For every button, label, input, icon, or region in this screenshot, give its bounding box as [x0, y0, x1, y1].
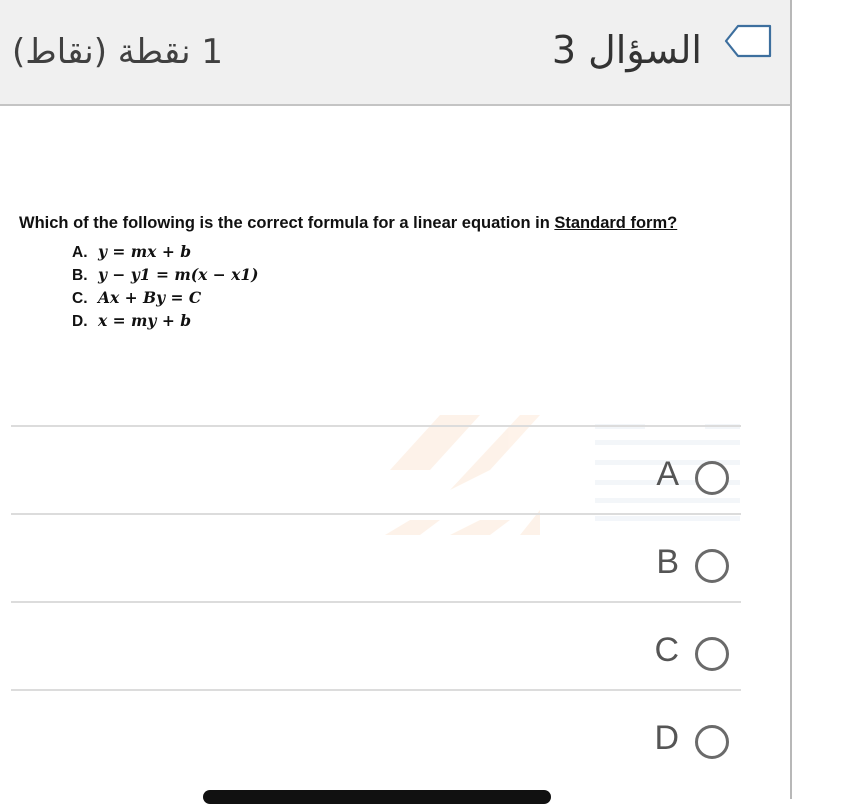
answer-choice-c[interactable]	[11, 601, 741, 689]
option-line-a	[72, 240, 258, 263]
radio-circle-icon[interactable]	[695, 461, 729, 495]
option-line-b	[72, 263, 258, 286]
answer-label: B	[656, 543, 679, 581]
answer-choice-d[interactable]	[11, 689, 741, 777]
answer-label: D	[654, 719, 679, 757]
option-letter: B.	[72, 267, 88, 284]
option-equation: Ax + By = C	[98, 288, 202, 307]
question-header	[0, 0, 790, 106]
option-letter: D.	[72, 313, 88, 330]
option-letter: C.	[72, 290, 88, 307]
option-line-c	[72, 286, 258, 309]
question-title: السؤال 3	[551, 28, 702, 72]
answer-label: A	[656, 455, 679, 493]
answer-label: C	[654, 631, 679, 669]
home-indicator-bar[interactable]	[203, 790, 551, 804]
question-points: 1 نقطة (نقاط)	[12, 32, 224, 72]
radio-circle-icon[interactable]	[695, 549, 729, 583]
answer-choice-b[interactable]	[11, 513, 741, 601]
option-letter: A.	[72, 244, 88, 261]
option-equation: y = mx + b	[98, 242, 192, 261]
option-equation: x = my + b	[98, 311, 192, 330]
radio-circle-icon[interactable]	[695, 637, 729, 671]
option-line-d	[72, 309, 258, 332]
question-text-underlined: Standard form?	[554, 214, 678, 232]
question-text	[19, 214, 677, 233]
answer-choices	[11, 425, 741, 777]
question-text-main: Which of the following is the correct formula for a linear equation in	[19, 214, 555, 232]
answer-choice-a[interactable]	[11, 425, 741, 513]
radio-circle-icon[interactable]	[695, 725, 729, 759]
question-options	[72, 240, 258, 332]
option-equation: y − y1 = m(x − x1)	[98, 265, 259, 284]
flag-outline-icon[interactable]	[722, 22, 772, 60]
